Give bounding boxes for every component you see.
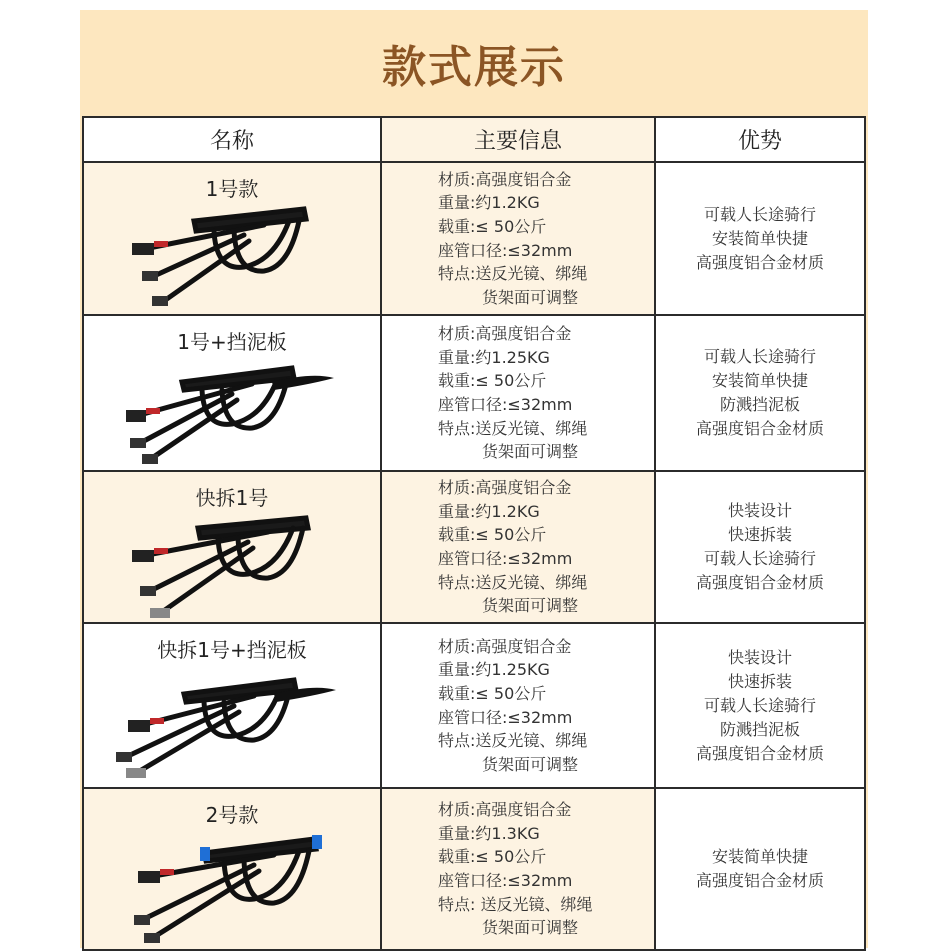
- quick-release-rack-image: [128, 510, 338, 620]
- info-line: 座管口径:≤32mm: [438, 395, 573, 414]
- advantage-line: 安装简单快捷: [711, 371, 808, 390]
- product-name: 快拆1号+挡泥板: [157, 638, 307, 662]
- advantage-line: 可载人长途骑行: [703, 347, 816, 366]
- advantage-line: 高强度铝合金材质: [695, 252, 824, 272]
- info-line: 特点:送反光镜、绑绳: [438, 731, 588, 751]
- header-info: 主要信息: [381, 117, 655, 162]
- info-line: 座管口径:≤32mm: [438, 707, 573, 727]
- product-name: 快拆1号: [195, 486, 269, 510]
- info-cell: [381, 471, 655, 623]
- bike-rack-image: [124, 201, 334, 311]
- table-row: [83, 623, 865, 788]
- advantage-cell: [655, 315, 865, 471]
- info-line: 特点:送反光镜、绑绳: [438, 418, 588, 438]
- info-line: 载重:≤ 50公斤: [438, 683, 547, 703]
- info-cell: [381, 788, 655, 950]
- info-line: 座管口径:≤32mm: [438, 240, 573, 260]
- advantage-line: 可载人长途骑行: [703, 204, 816, 224]
- advantage-line: 可载人长途骑行: [703, 695, 816, 715]
- advantage-line: 高强度铝合金材质: [695, 419, 824, 438]
- advantage-line: 高强度铝合金材质: [695, 573, 824, 592]
- info-line: 材质:高强度铝合金: [438, 636, 572, 656]
- info-line: 材质:高强度铝合金: [438, 800, 572, 820]
- product-name: 1号款: [205, 177, 259, 201]
- info-line: 特点:送反光镜、绑绳: [438, 572, 588, 592]
- advantage-line: 快速拆装: [727, 671, 792, 691]
- info-line: 特点: 送反光镜、绑绳: [438, 894, 593, 914]
- rack-model-2-image: [124, 823, 334, 943]
- advantage-line: 快装设计: [727, 501, 792, 520]
- info-line: 座管口径:≤32mm: [438, 549, 573, 568]
- advantage-line: 防溅挡泥板: [719, 395, 800, 414]
- bike-rack-with-fender-image: [122, 354, 342, 464]
- advantage-line: 快装设计: [727, 647, 792, 667]
- product-cell: [83, 471, 381, 623]
- advantage-line: 快速拆装: [727, 525, 792, 544]
- product-table: [82, 116, 866, 951]
- product-cell: [83, 162, 381, 315]
- info-line: 座管口径:≤32mm: [438, 871, 573, 890]
- advantage-cell: [655, 471, 865, 623]
- advantage-cell: [655, 162, 865, 315]
- table-row: [83, 471, 865, 623]
- product-cell: [83, 315, 381, 471]
- advantage-line: 安装简单快捷: [711, 228, 808, 248]
- table-row: [83, 315, 865, 471]
- info-line: 重量:约1.3KG: [438, 823, 540, 843]
- product-cell: [83, 623, 381, 788]
- advantage-line: 高强度铝合金材质: [695, 743, 824, 763]
- info-line: 货架面可调整: [482, 596, 579, 616]
- advantage-line: 安装简单快捷: [711, 847, 808, 866]
- info-line: 材质:高强度铝合金: [438, 478, 572, 498]
- info-line: 载重:≤ 50公斤: [438, 525, 547, 545]
- table-header-row: [83, 117, 865, 162]
- advantage-line: 防溅挡泥板: [719, 719, 800, 739]
- info-line: 重量:约1.2KG: [438, 193, 540, 213]
- info-cell: [381, 315, 655, 471]
- info-line: 载重:≤ 50公斤: [438, 847, 547, 867]
- info-cell: [381, 623, 655, 788]
- quick-release-rack-with-fender-image: [114, 664, 344, 779]
- product-name: 1号+挡泥板: [177, 330, 287, 354]
- info-line: 特点:送反光镜、绑绳: [438, 264, 588, 284]
- table-row: [83, 162, 865, 315]
- info-line: 材质:高强度铝合金: [438, 169, 572, 189]
- page-title: 款式展示: [382, 42, 566, 93]
- product-name: 2号款: [205, 803, 259, 827]
- header-advantage: 优势: [655, 117, 865, 162]
- advantage-line: 可载人长途骑行: [703, 549, 816, 568]
- advantage-line: 高强度铝合金材质: [695, 871, 824, 890]
- info-line: 重量:约1.25KG: [438, 347, 550, 367]
- info-line: 材质:高强度铝合金: [438, 324, 572, 344]
- info-line: 重量:约1.2KG: [438, 501, 540, 521]
- info-line: 货架面可调整: [482, 442, 579, 462]
- info-line: 货架面可调整: [482, 918, 579, 938]
- info-line: 载重:≤ 50公斤: [438, 216, 547, 236]
- advantage-cell: [655, 623, 865, 788]
- advantage-cell: [655, 788, 865, 950]
- info-line: 重量:约1.25KG: [438, 660, 550, 680]
- info-cell: [381, 162, 655, 315]
- product-cell: [83, 788, 381, 950]
- info-line: 货架面可调整: [482, 754, 579, 774]
- info-line: 载重:≤ 50公斤: [438, 371, 547, 391]
- table-row: [83, 788, 865, 950]
- info-line: 货架面可调整: [482, 287, 579, 307]
- header-name: 名称: [83, 117, 381, 162]
